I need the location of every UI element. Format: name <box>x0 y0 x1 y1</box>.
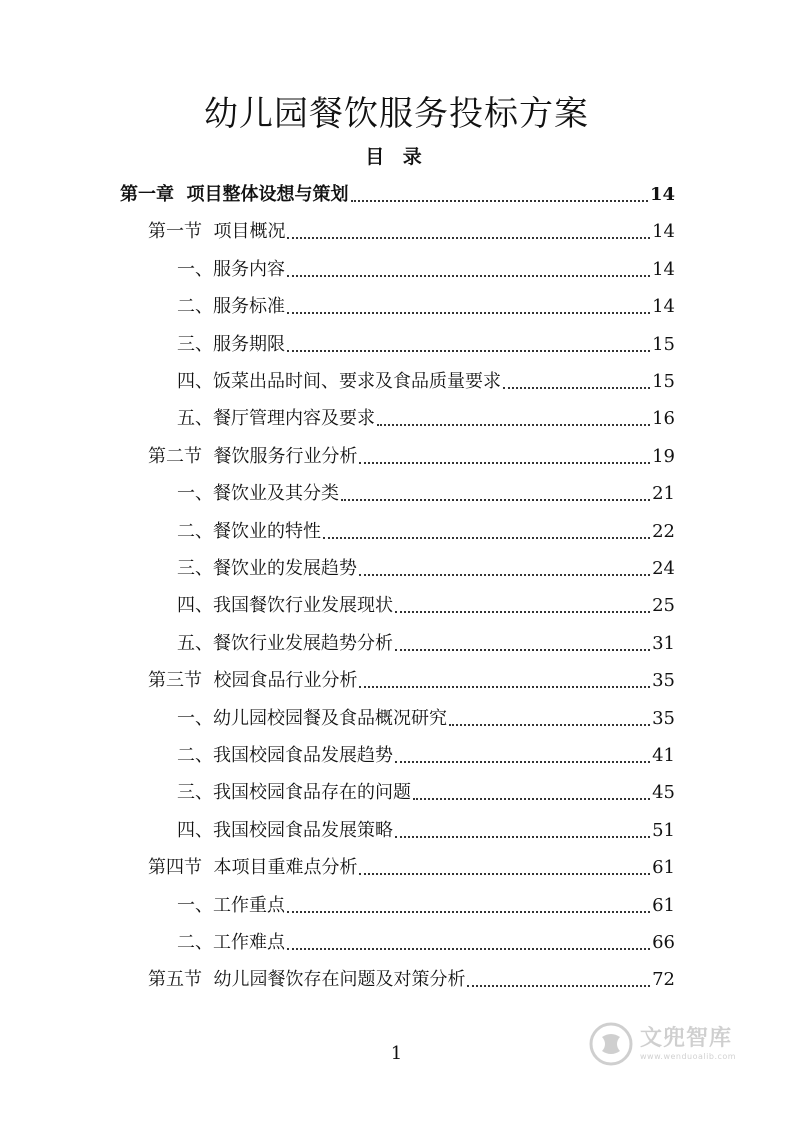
toc-entry[interactable] <box>177 512 675 549</box>
toc-dot-leader <box>323 536 650 539</box>
toc-entry-label: 三、餐饮业的发展趋势 <box>177 558 357 579</box>
toc-entry-label: 一、工作重点 <box>177 894 285 916</box>
toc-entry-page: 15 <box>652 371 675 392</box>
toc-dot-leader <box>359 685 650 688</box>
toc-dot-leader <box>351 199 648 202</box>
toc-entry[interactable] <box>148 212 675 249</box>
toc-dot-leader <box>287 236 650 239</box>
toc-dot-leader <box>449 723 650 726</box>
toc-dot-leader <box>377 423 650 426</box>
toc-entry-label: 二、工作难点 <box>177 932 285 953</box>
toc-entry-label: 第二节 餐饮服务行业分析 <box>148 445 358 467</box>
toc-entry-page: 16 <box>652 408 675 430</box>
toc-entry-page: 51 <box>652 819 675 841</box>
toc-entry-label: 一、餐饮业及其分类 <box>177 483 339 505</box>
toc-dot-leader <box>287 349 650 352</box>
toc-entry-label: 四、饭菜出品时间、要求及食品质量要求 <box>177 371 501 392</box>
toc-entry-label: 一、服务内容 <box>177 258 285 280</box>
toc-entry[interactable] <box>177 699 675 736</box>
toc-entry-label: 第一节 项目概况 <box>148 221 286 243</box>
toc-dot-leader <box>395 835 650 838</box>
toc-entry-label: 第四节 本项目重难点分析 <box>148 857 358 879</box>
toc-entry-page: 21 <box>652 483 675 505</box>
toc-dot-leader <box>287 274 650 277</box>
toc-dot-leader <box>395 648 650 651</box>
toc-entry-page: 14 <box>652 258 675 280</box>
toc-entry[interactable] <box>177 886 675 923</box>
toc-entry[interactable] <box>177 250 675 287</box>
toc-entry-page: 22 <box>652 520 675 542</box>
toc-entry[interactable] <box>177 362 675 399</box>
toc-entry[interactable] <box>120 175 675 212</box>
toc-entry-page: 35 <box>652 707 675 729</box>
toc-dot-leader <box>467 984 650 987</box>
watermark-url: www.wenduoalib.com <box>640 1052 737 1061</box>
toc-entry-page: 35 <box>652 670 675 692</box>
toc-entry-label: 第五节 幼儿园餐饮存在问题及对策分析 <box>148 969 466 991</box>
toc-entry-label: 四、我国校园食品发展策略 <box>177 819 393 841</box>
toc-entry-label: 第一章 项目整体设想与策划 <box>120 184 349 205</box>
toc-entry[interactable] <box>177 586 675 623</box>
toc-entry-page: 45 <box>652 782 675 804</box>
toc-entry[interactable] <box>177 811 675 848</box>
toc-entry[interactable] <box>177 325 675 362</box>
toc-entry-page: 14 <box>652 296 675 318</box>
toc-entry[interactable] <box>177 474 675 511</box>
toc-entry[interactable] <box>177 287 675 324</box>
toc-entry-page: 72 <box>652 969 675 991</box>
toc-dot-leader <box>413 797 650 800</box>
toc-entry-label: 二、服务标准 <box>177 296 285 318</box>
toc-entry[interactable] <box>148 848 675 885</box>
toc-entry-page: 66 <box>652 932 675 953</box>
toc-entry[interactable] <box>177 549 675 586</box>
toc-entry-page: 24 <box>652 558 675 579</box>
toc-entry-label: 一、幼儿园校园餐及食品概况研究 <box>177 707 447 729</box>
toc-entry-label: 三、服务期限 <box>177 333 285 355</box>
page-number: 1 <box>390 1043 403 1064</box>
toc-heading: 目 录 <box>365 146 428 168</box>
toc-dot-leader <box>359 573 650 576</box>
toc-entry[interactable] <box>148 960 675 997</box>
toc-entry[interactable] <box>177 773 675 810</box>
toc-entry[interactable] <box>177 923 675 960</box>
watermark <box>588 1016 758 1072</box>
toc-dot-leader <box>503 386 650 389</box>
toc-entry-page: 14 <box>649 184 675 205</box>
toc-dot-leader <box>359 461 650 464</box>
toc-entry-label: 第三节 校园食品行业分析 <box>148 670 358 692</box>
toc-entry-page: 14 <box>652 221 675 243</box>
toc-entry-label: 五、餐饮行业发展趋势分析 <box>177 632 393 654</box>
wendu-logo-icon <box>588 1021 634 1067</box>
toc-dot-leader <box>287 311 650 314</box>
toc-entry-page: 15 <box>652 333 675 355</box>
toc-dot-leader <box>359 872 650 875</box>
toc-entry[interactable] <box>148 661 675 698</box>
toc-dot-leader <box>341 498 650 501</box>
toc-dot-leader <box>287 910 650 913</box>
toc-dot-leader <box>395 760 650 763</box>
toc-entry[interactable] <box>177 736 675 773</box>
document-title: 幼儿园餐饮服务投标方案 <box>204 94 589 134</box>
toc-entry-label: 三、我国校园食品存在的问题 <box>177 782 411 804</box>
toc-entry-label: 四、我国餐饮行业发展现状 <box>177 595 393 617</box>
toc-dot-leader <box>395 610 650 613</box>
toc-dot-leader <box>287 947 650 950</box>
toc-entry-page: 19 <box>652 445 675 467</box>
toc-entry-page: 61 <box>652 894 675 916</box>
toc-entry-page: 31 <box>652 632 675 654</box>
toc-entry[interactable] <box>148 437 675 474</box>
toc-entry-page: 61 <box>652 857 675 879</box>
toc-entry-label: 五、餐厅管理内容及要求 <box>177 408 375 430</box>
toc-entry-label: 二、餐饮业的特性 <box>177 520 321 542</box>
toc-entry[interactable] <box>177 399 675 436</box>
toc-entry-label: 二、我国校园食品发展趋势 <box>177 745 393 766</box>
toc-entry-page: 41 <box>652 745 675 766</box>
watermark-name: 文兜智库 <box>640 1026 733 1051</box>
toc-entry-page: 25 <box>652 595 675 617</box>
toc-entry[interactable] <box>177 624 675 661</box>
